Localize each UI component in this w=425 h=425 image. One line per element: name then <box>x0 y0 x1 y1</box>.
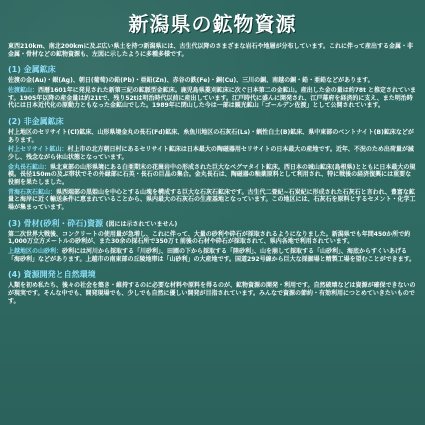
section-aggregate-joetsu-paragraph <box>8 248 417 263</box>
joetsu-label: 上越地区の山砂利： <box>8 248 63 256</box>
section-heading-aggregate <box>8 218 417 229</box>
section-nonmetal-omi-paragraph <box>8 189 417 212</box>
section-heading-metal: (1) 金属鉱床 <box>8 65 56 75</box>
sado-label: 佐渡鉱山： <box>8 87 39 95</box>
section-metal-sado-paragraph <box>8 87 417 110</box>
omi-label: 青海石灰石鉱山： <box>8 188 57 196</box>
intro-paragraph: 東西210km、南北200kmに及ぶ広い県土を持つ新潟県には、古生代以降のさまざまな岩石や地層が分布しています。これに伴って産出する金属・非金属・骨材などの鉱物資源も、左図に示したように多種多様です。 <box>8 43 414 58</box>
section-nonmetal-kanamaru-paragraph <box>8 164 417 187</box>
section-metal-paragraph-1: 佐渡の金(Au)・銀(Ag)、朝日(葡萄)の鉛(Pb)・亜鉛(Zn)、赤谷の鉄(Fe)・銅(Cu)、三川の銅、南越の銅・鉛・亜鉛などがあります。 <box>8 77 374 85</box>
section-nonmetal-murakami-paragraph <box>8 146 417 161</box>
kanamaru-label: 金丸長石鉱山： <box>8 163 51 171</box>
section-aggregate-paragraph-1: 第二次世界大戦後、コンクリートの使用量が急増し、これに伴って、大量の砂利や砕石が採取されるようになりました。新潟県でも年間450か所で約1,000万立方メートルの砂利が、また30余の採石所で350万ｔ前後の石材や砕石が採取されて、県内各地で利用されています。 <box>8 230 411 246</box>
aggregate-heading-text: (3) 骨材(砂利・砕石)資源 <box>8 218 103 228</box>
murakami-text: 村上市の北方朝日村にあるセリサイト鉱床は日本最大の陶磁器用セリサイトの日本最大の産地です。近年、不況のため出荷量が減少し、残念ながら休山状態となっています。 <box>8 146 414 162</box>
section-heading-environment: (4) 資源開発と自然環境 <box>8 270 96 280</box>
page-title: 新潟県の鉱物資源 <box>128 12 297 36</box>
section-heading-nonmetal: (2) 非金属鉱床 <box>8 117 64 127</box>
aggregate-note: (図には示されていません) <box>105 220 178 228</box>
joetsu-text: 砂利には河川から採取する「川砂利」、田圃の下から採取する「陸砂利」、山を崩して採取する「山砂利」、海底からすくいあげる「海砂利」などがあります。上越市の南東部の丘陵地帯は「山砂利」の大産地です。国道292号線から巨大な採掘場と精製工場を望むことができます。 <box>8 248 416 263</box>
sado-text: 西暦1601年に発見された新第三紀の鉱脈型金鉱床。鹿児島県菱刈鉱床に次ぐ日本第二の金鉱山。産出した金の量は約78t と推定されています。1905年以降の産金量は約21tで、残り52tは明治時代以前に産出しています。江戸時代に盛んに開発され、江戸幕府を経済的に支え、また明治時代には日本近代化の原動力ともなった金鉱山でした。1989年に閉山した今は一部は観光鉱山「ゴールデン佐渡」として公開されています。 <box>8 87 417 110</box>
omi-text: 県西端部の黒姫山を中心とする山塊を構成する巨大な石灰石鉱床です。古生代二畳紀~石炭紀に形成された石灰石と言われ、豊富な鉱量と海岸に近く輸送条件に恵まれていることから、県内最大の石灰石の生産基地となっています。この地区には、石灰石を原料とするセメント・化学工場が集まっています。 <box>8 188 416 212</box>
kanamaru-text: 県北東部の山形県境にある白亜期末の花崗岩中の形成された巨大なペグマタイト鉱床。西日本の城山鉱床(島根県)とともに日本最大の規模。長径150mの及ぶ帯状でその外縁部に石英・長石の巨晶の集合。金丸長石は、陶磁器の釉薬原料として利用され、特に戦後の経済復興には重要な役割を果たしました。 <box>8 163 416 187</box>
murakami-label: 村上セリサイト鉱山： <box>8 146 68 154</box>
section-environment-paragraph-1: 人類を初め私たち、後々の社会を築き・維持するのに必要な材料や原料を得るのが、鉱物資源の開発・利用です。自然破壊などは資源が確保できないのが現実です。そんな中でも、開発現場でも、少しでも自然に優しい開発が目指されています。みんなで資源の節約・有効利用につとめていきたいものです。 <box>8 282 416 305</box>
section-nonmetal-paragraph-1: 村上地区のセリサイト(Cl)鉱床、山形県境金丸の長石(Fd)鉱床、糸魚川地区の石灰石(Ls)・蝋性白土(B)鉱床、県中東部のベントナイト(B)鉱床などがあります。 <box>8 129 414 144</box>
